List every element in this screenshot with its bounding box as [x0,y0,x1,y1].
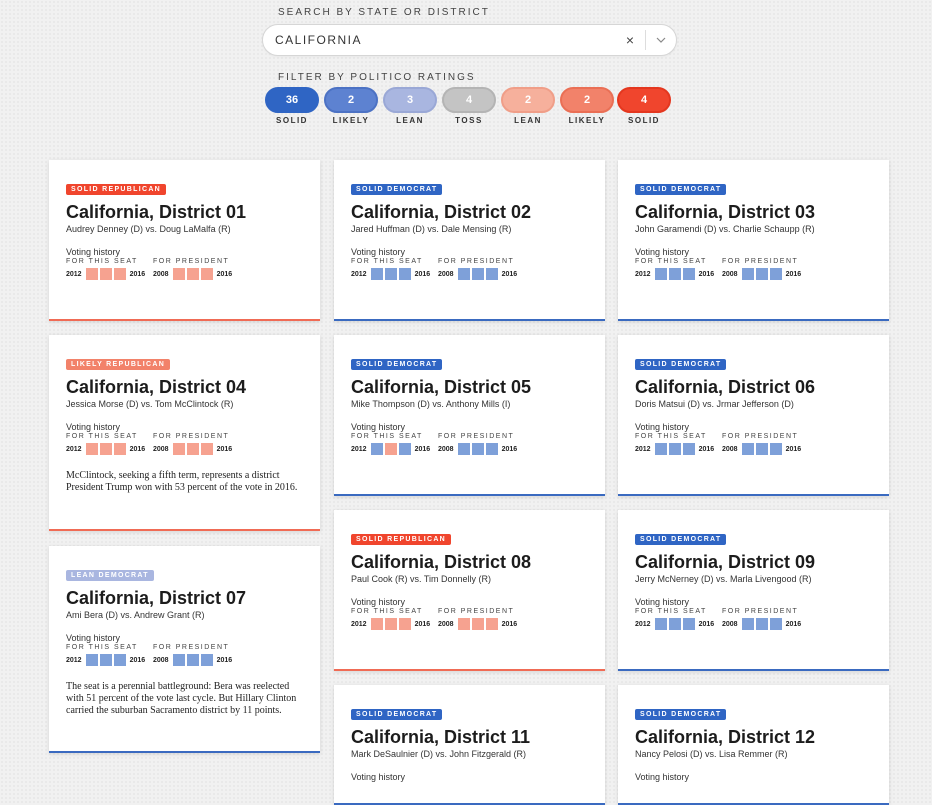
search-box[interactable] [262,24,677,56]
rating-badge: SOLID DEMOCRAT [351,359,442,370]
district-title: California, District 11 [351,727,531,747]
history-rows [351,443,588,455]
rating-pill[interactable]: 2 [560,87,614,113]
rep-result-square [187,443,199,455]
seat-start-year: 2012 [351,445,367,453]
rating-filter-2[interactable] [383,87,437,125]
for-this-seat-label: FOR THIS SEAT [66,644,138,651]
pres-start-year: 2008 [438,445,454,453]
rating-pill-caption: LEAN [396,116,424,125]
race-note: McClintock, seeking a fifth term, represents a district President Trump won with 53 percent of the vote in 2016. [66,470,298,493]
rating-pill[interactable]: 4 [442,87,496,113]
rep-result-square [114,443,126,455]
district-title: California, District 03 [635,202,816,222]
dem-result-square [371,443,383,455]
rep-result-square [458,618,470,630]
president-history [722,268,801,280]
rep-result-square [173,268,185,280]
candidates: Nancy Pelosi (D) vs. Lisa Remmer (R) [635,749,788,759]
dem-result-square [669,443,681,455]
rep-result-square [472,618,484,630]
dem-result-square [655,443,667,455]
dem-result-square [742,618,754,630]
chevron-down-icon [656,37,666,43]
dem-result-square [669,618,681,630]
rating-badge: SOLID DEMOCRAT [635,709,726,720]
district-title: California, District 12 [635,727,816,747]
dem-result-square [683,618,695,630]
dem-result-square [756,268,768,280]
pres-end-year: 2016 [785,620,802,628]
rep-result-square [399,618,411,630]
seat-history [66,268,153,280]
history-headers [66,433,303,440]
seat-start-year: 2012 [635,270,651,278]
dem-result-square [742,268,754,280]
seat-start-year: 2012 [66,656,82,664]
dem-result-square [86,654,98,666]
rep-result-square [100,443,112,455]
pres-end-year: 2016 [216,445,233,453]
history-headers [635,258,872,265]
rep-result-square [385,443,397,455]
history-headers [66,258,303,265]
district-card[interactable] [334,685,605,805]
dem-result-square [371,268,383,280]
seat-end-year: 2016 [698,620,715,628]
district-card[interactable] [334,160,605,321]
seat-end-year: 2016 [698,270,715,278]
pres-end-year: 2016 [216,270,233,278]
president-history [153,443,232,455]
dem-result-square [756,443,768,455]
rep-result-square [86,443,98,455]
seat-start-year: 2012 [66,270,82,278]
rating-pill[interactable]: 36 [265,87,319,113]
rating-pill[interactable]: 3 [383,87,437,113]
history-headers [351,433,588,440]
president-history [438,618,517,630]
dem-result-square [655,618,667,630]
rep-result-square [385,618,397,630]
dem-result-square [770,618,782,630]
seat-end-year: 2016 [414,445,431,453]
district-title: California, District 01 [66,202,247,222]
seat-history [351,618,438,630]
dem-result-square [187,654,199,666]
dem-result-square [683,268,695,280]
district-title: California, District 05 [351,377,532,397]
seat-history [66,654,153,666]
for-this-seat-label: FOR THIS SEAT [635,433,707,440]
seat-history [66,443,153,455]
for-this-seat-label: FOR THIS SEAT [351,608,423,615]
district-card[interactable] [49,160,320,321]
rep-result-square [187,268,199,280]
for-president-label: FOR PRESIDENT [438,433,515,440]
pres-start-year: 2008 [153,445,169,453]
dem-result-square [472,443,484,455]
history-headers [635,433,872,440]
pres-end-year: 2016 [501,445,518,453]
pres-start-year: 2008 [438,620,454,628]
dropdown-button[interactable] [646,25,676,55]
district-title: California, District 08 [351,552,532,572]
seat-start-year: 2012 [351,620,367,628]
dem-result-square [472,268,484,280]
dem-result-square [742,443,754,455]
for-president-label: FOR PRESIDENT [438,608,515,615]
seat-start-year: 2012 [635,620,651,628]
rep-result-square [486,618,498,630]
history-rows [635,268,872,280]
rating-badge: SOLID DEMOCRAT [635,184,726,195]
seat-start-year: 2012 [635,445,651,453]
for-president-label: FOR PRESIDENT [153,644,230,651]
pres-end-year: 2016 [501,620,518,628]
dem-result-square [399,443,411,455]
pres-end-year: 2016 [785,270,802,278]
district-card[interactable] [618,510,889,671]
seat-end-year: 2016 [129,445,146,453]
pres-start-year: 2008 [722,270,738,278]
rating-pill-caption: SOLID [628,116,660,125]
for-president-label: FOR PRESIDENT [153,258,230,265]
candidates: Mike Thompson (D) vs. Anthony Mills (I) [351,399,511,409]
pres-end-year: 2016 [785,445,802,453]
rep-result-square [173,443,185,455]
district-title: California, District 07 [66,588,247,608]
rating-filter-1[interactable] [324,87,378,125]
rating-badge: LEAN DEMOCRAT [66,570,154,581]
rating-filter-3[interactable] [442,87,496,125]
pres-start-year: 2008 [438,270,454,278]
search-input[interactable] [263,25,615,55]
seat-end-year: 2016 [129,656,146,664]
dem-result-square [399,268,411,280]
rating-badge: SOLID DEMOCRAT [635,534,726,545]
history-rows [66,268,303,280]
seat-start-year: 2012 [351,270,367,278]
rep-result-square [86,268,98,280]
for-president-label: FOR PRESIDENT [722,433,799,440]
candidates: Audrey Denney (D) vs. Doug LaMalfa (R) [66,224,231,234]
search-label: SEARCH BY STATE OR DISTRICT [278,7,490,18]
seat-end-year: 2016 [698,445,715,453]
voting-history-label: Voting history [351,247,406,257]
candidates: Jerry McNerney (D) vs. Marla Livengood (R) [635,574,812,584]
history-rows [635,618,872,630]
dem-result-square [486,268,498,280]
pres-end-year: 2016 [501,270,518,278]
president-history [438,443,517,455]
candidates: Jessica Morse (D) vs. Tom McClintock (R) [66,399,234,409]
district-title: California, District 09 [635,552,816,572]
history-headers [635,608,872,615]
district-title: California, District 06 [635,377,816,397]
voting-history-label: Voting history [635,422,690,432]
history-rows [351,618,588,630]
dem-result-square [114,654,126,666]
rating-filter-4[interactable] [501,87,555,125]
candidates: Ami Bera (D) vs. Andrew Grant (R) [66,610,205,620]
history-headers [351,258,588,265]
for-president-label: FOR PRESIDENT [153,433,230,440]
rating-pill-caption: LIKELY [332,116,370,125]
candidates: Paul Cook (R) vs. Tim Donnelly (R) [351,574,492,584]
dem-result-square [756,618,768,630]
voting-history-label: Voting history [351,772,406,782]
voting-history-label: Voting history [351,597,406,607]
history-rows [66,654,303,666]
dem-result-square [201,654,213,666]
candidates: Doris Matsui (D) vs. Jrmar Jefferson (D) [635,399,794,409]
filter-label: FILTER BY POLITICO RATINGS [278,72,476,83]
dem-result-square [655,268,667,280]
for-this-seat-label: FOR THIS SEAT [351,433,423,440]
voting-history-label: Voting history [635,772,690,782]
rating-filter-5[interactable] [560,87,614,125]
seat-history [635,268,722,280]
district-card[interactable] [49,335,320,531]
dem-result-square [770,268,782,280]
seat-history [635,443,722,455]
rating-pill-caption: LEAN [514,116,542,125]
rating-pill-caption: SOLID [276,116,308,125]
voting-history-label: Voting history [635,597,690,607]
for-this-seat-label: FOR THIS SEAT [635,258,707,265]
dem-result-square [458,443,470,455]
seat-end-year: 2016 [414,620,431,628]
history-headers [66,644,303,651]
district-card[interactable] [334,335,605,496]
president-history [153,654,232,666]
rep-result-square [100,268,112,280]
rating-badge: SOLID REPUBLICAN [351,534,451,545]
rating-pill-caption: LIKELY [568,116,606,125]
for-this-seat-label: FOR THIS SEAT [66,258,138,265]
pres-start-year: 2008 [153,656,169,664]
rating-badge: SOLID DEMOCRAT [351,709,442,720]
seat-end-year: 2016 [414,270,431,278]
dem-result-square [385,268,397,280]
for-president-label: FOR PRESIDENT [438,258,515,265]
district-card[interactable] [334,510,605,671]
dem-result-square [669,268,681,280]
pres-start-year: 2008 [722,620,738,628]
rating-filter-6[interactable] [617,87,671,125]
district-card[interactable] [618,160,889,321]
clear-search-button[interactable]: × [625,32,635,48]
for-this-seat-label: FOR THIS SEAT [66,433,138,440]
voting-history-label: Voting history [66,633,121,643]
rep-result-square [371,618,383,630]
rating-pill[interactable]: 2 [324,87,378,113]
rating-pill-caption: TOSS [455,116,483,125]
rating-badge: LIKELY REPUBLICAN [66,359,170,370]
dem-result-square [486,443,498,455]
rating-pill[interactable]: 4 [617,87,671,113]
president-history [438,268,517,280]
voting-history-label: Voting history [351,422,406,432]
for-president-label: FOR PRESIDENT [722,258,799,265]
for-this-seat-label: FOR THIS SEAT [351,258,423,265]
seat-history [351,443,438,455]
candidates: John Garamendi (D) vs. Charlie Schaupp (R) [635,224,815,234]
pres-start-year: 2008 [153,270,169,278]
voting-history-label: Voting history [66,247,121,257]
seat-history [635,618,722,630]
district-card[interactable] [618,685,889,805]
dem-result-square [683,443,695,455]
president-history [722,618,801,630]
dem-result-square [173,654,185,666]
seat-end-year: 2016 [129,270,146,278]
pres-start-year: 2008 [722,445,738,453]
district-title: California, District 02 [351,202,532,222]
for-president-label: FOR PRESIDENT [722,608,799,615]
dem-result-square [458,268,470,280]
voting-history-label: Voting history [635,247,690,257]
rep-result-square [114,268,126,280]
pres-end-year: 2016 [216,656,233,664]
president-history [153,268,232,280]
for-this-seat-label: FOR THIS SEAT [635,608,707,615]
dem-result-square [770,443,782,455]
history-rows [66,443,303,455]
district-title: California, District 04 [66,377,247,397]
history-headers [351,608,588,615]
voting-history-label: Voting history [66,422,121,432]
history-rows [635,443,872,455]
race-note: The seat is a perennial battleground: Bera was reelected with 51 percent of the vote last cycle. But Hillary Clinton carried the suburban Sacramento district by 11 points. [66,681,297,716]
seat-start-year: 2012 [66,445,82,453]
dem-result-square [100,654,112,666]
seat-history [351,268,438,280]
rep-result-square [201,268,213,280]
rating-badge: SOLID REPUBLICAN [66,184,166,195]
president-history [722,443,801,455]
district-card[interactable] [618,335,889,496]
candidates: Jared Huffman (D) vs. Dale Mensing (R) [351,224,512,234]
rating-badge: SOLID DEMOCRAT [635,359,726,370]
candidates: Mark DeSaulnier (D) vs. John Fitzgerald (R) [351,749,527,759]
rating-filter-0[interactable] [265,87,319,125]
history-rows [351,268,588,280]
rep-result-square [201,443,213,455]
rating-badge: SOLID DEMOCRAT [351,184,442,195]
district-card[interactable] [49,546,320,753]
rating-pill[interactable]: 2 [501,87,555,113]
